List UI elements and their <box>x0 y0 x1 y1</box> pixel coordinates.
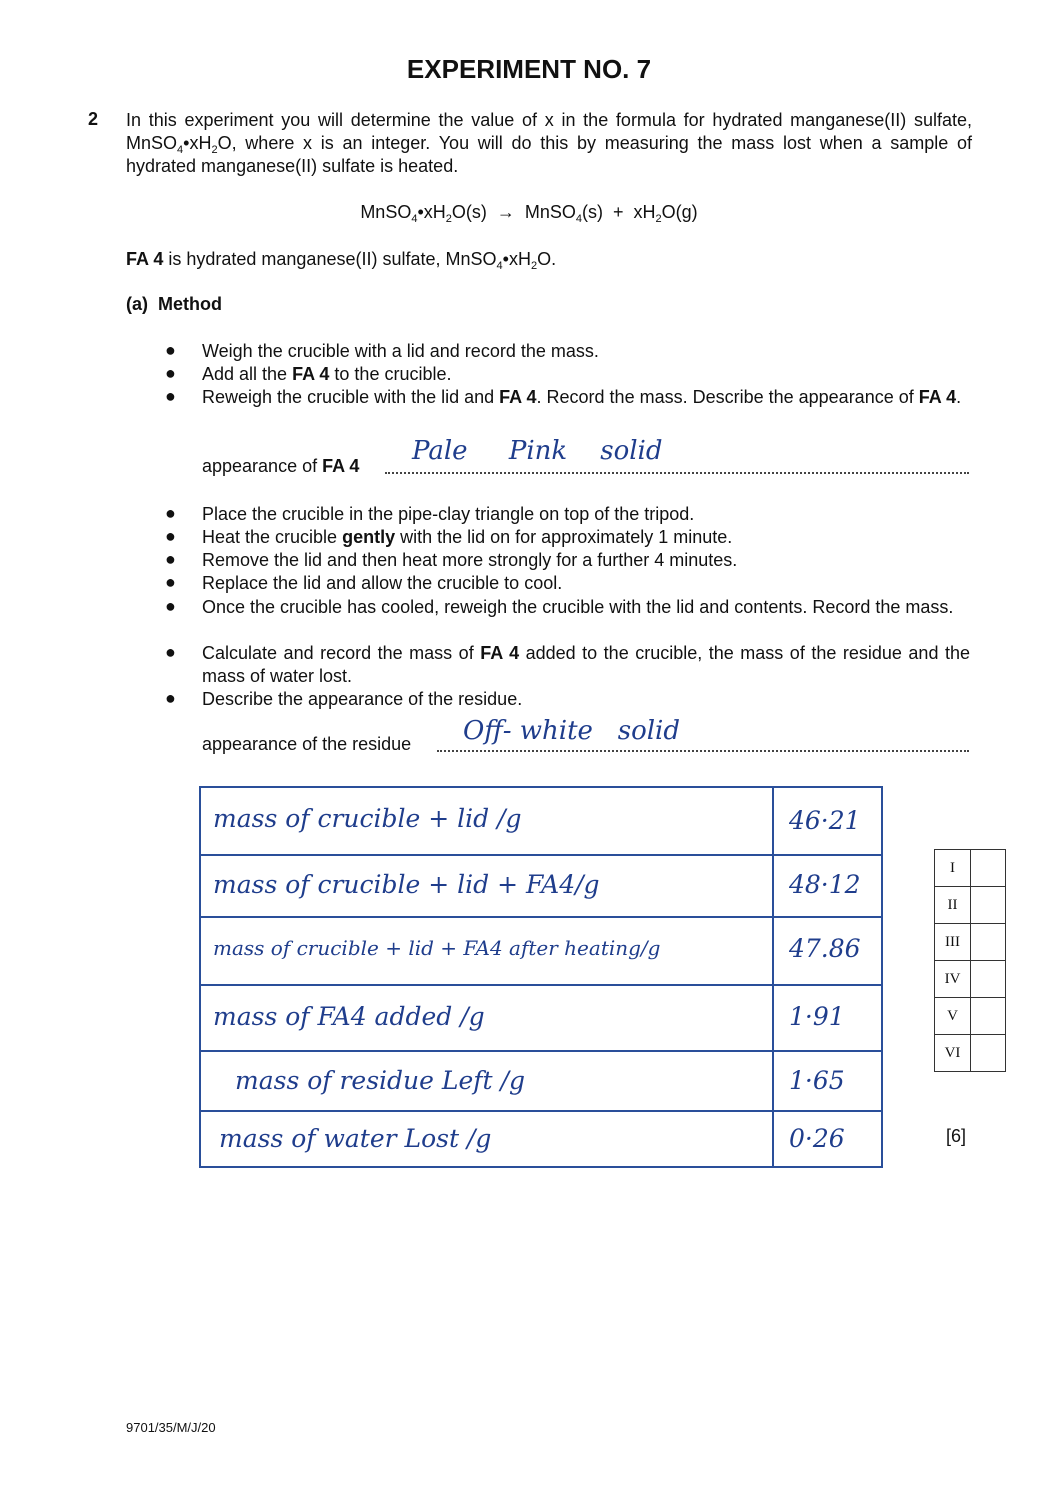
bullet: ● <box>165 642 176 662</box>
bullet: ● <box>165 572 176 592</box>
intro-line-3: hydrated manganese(II) sulfate is heated. <box>126 156 459 176</box>
mark-label: II <box>935 887 971 924</box>
row-label: mass of crucible + lid + FA4/g <box>213 870 600 899</box>
intro-paragraph <box>126 109 972 178</box>
mark-label: VI <box>935 1035 971 1072</box>
mark-row <box>935 850 1006 887</box>
row-label: mass of crucible + lid + FA4 after heating/g <box>213 936 661 960</box>
appearance-fa4-answer: Pale Pink solid <box>412 436 663 466</box>
row-value: 1·65 <box>789 1066 845 1095</box>
table-row <box>201 916 881 984</box>
bullet: ● <box>165 688 176 708</box>
mark-row <box>935 924 1006 961</box>
table-row <box>201 984 881 1050</box>
mark-label: III <box>935 924 971 961</box>
method-step: Once the crucible has cooled, reweigh the crucible with the lid and contents. Record the mass. <box>202 597 954 617</box>
bullet: ● <box>165 363 176 383</box>
mark-row <box>935 887 1006 924</box>
mark-box <box>971 887 1006 924</box>
row-value: 47.86 <box>789 934 861 963</box>
bullet: ● <box>165 386 176 406</box>
intro-line-2: $MnSO_4•xH_2O$, where x is an integer. You will do this by measuring the mass lost when a sample of <box>126 133 972 156</box>
method-step: Calculate and record the mass of FA 4 added to the crucible, the mass of the residue and the mass of water lost. <box>202 643 970 686</box>
reaction-equation: $MnSO_4•xH_2O(s)$ → MnSO$_4$(s) + $xH_2O(g)$ <box>360 202 698 225</box>
row-value: 0·26 <box>789 1124 845 1153</box>
method-step: Weigh the crucible with a lid and record the mass. <box>202 341 599 361</box>
mark-scheme-boxes <box>934 849 1006 1072</box>
method-step: Place the crucible in the pipe-clay triangle on top of the tripod. <box>202 504 695 524</box>
total-marks: [6] <box>946 1126 967 1146</box>
row-label: mass of FA4 added /g <box>213 1002 485 1031</box>
appearance-residue-answer: Off- white solid <box>463 716 681 746</box>
table-row <box>201 1050 881 1110</box>
method-step: Add all the FA 4 to the crucible. <box>202 364 452 384</box>
answer-line <box>385 472 969 474</box>
row-label: mass of residue Left /g <box>235 1066 525 1095</box>
method-step: Heat the crucible gently with the lid on for approximately 1 minute. <box>202 527 733 547</box>
table-row <box>201 788 881 854</box>
mark-box <box>971 961 1006 998</box>
row-value: 48·12 <box>789 870 861 899</box>
fa4-definition: FA 4 is hydrated manganese(II) sulfate, $MnSO_4•xH_2O$. <box>126 249 557 272</box>
bullet: ● <box>165 340 176 360</box>
method-step: Remove the lid and then heat more strongly for a further 4 minutes. <box>202 550 738 570</box>
appearance-residue-label: appearance of the residue <box>202 734 412 754</box>
row-label: mass of water Lost /g <box>219 1124 492 1153</box>
mark-box <box>971 850 1006 887</box>
row-value: 46·21 <box>789 806 861 835</box>
row-value: 1·91 <box>789 1002 845 1031</box>
mark-box <box>971 924 1006 961</box>
method-step: Replace the lid and allow the crucible to cool. <box>202 573 563 593</box>
appearance-fa4-label: appearance of FA 4 <box>202 456 360 476</box>
bullet: ● <box>165 526 176 546</box>
mark-row <box>935 998 1006 1035</box>
table-row <box>201 1110 881 1166</box>
mark-row <box>935 961 1006 998</box>
table-row <box>201 854 881 916</box>
paper-code: 9701/35/M/J/20 <box>126 1420 216 1435</box>
bullet: ● <box>165 596 176 616</box>
answer-line <box>437 750 969 752</box>
mark-box <box>971 1035 1006 1072</box>
bullet: ● <box>165 503 176 523</box>
method-step: Describe the appearance of the residue. <box>202 689 523 709</box>
row-label: mass of crucible + lid /g <box>213 804 522 833</box>
intro-line-1: In this experiment you will determine the value of x in the formula for hydrated manganese(II) sulfate, <box>126 110 972 130</box>
mark-label: V <box>935 998 971 1035</box>
mark-row <box>935 1035 1006 1072</box>
mark-label: IV <box>935 961 971 998</box>
mark-box <box>971 998 1006 1035</box>
mark-label: I <box>935 850 971 887</box>
results-table <box>199 786 883 1168</box>
section-a-heading: (a) Method <box>126 294 222 314</box>
method-step: Reweigh the crucible with the lid and FA 4. Record the mass. Describe the appearance of FA 4. <box>202 387 962 407</box>
question-number: 2 <box>88 109 99 129</box>
page-title: EXPERIMENT NO. 7 <box>406 54 652 84</box>
bullet: ● <box>165 549 176 569</box>
